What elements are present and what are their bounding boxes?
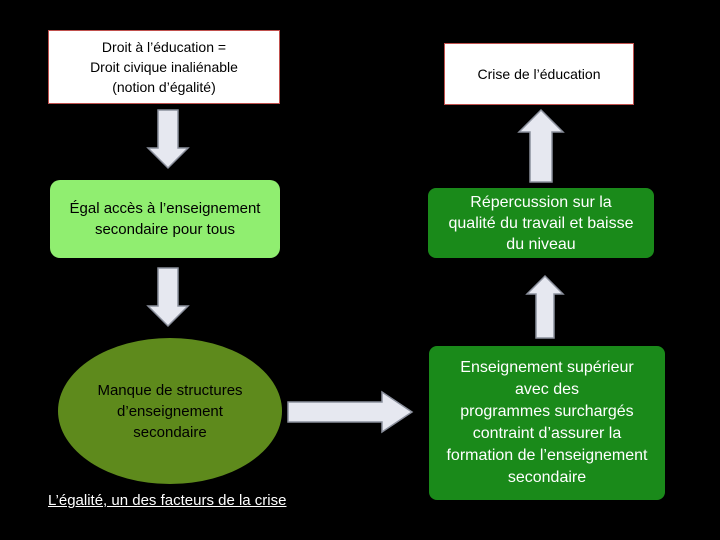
box-crise-education-text: Crise de l’éducation (477, 66, 601, 82)
arrow-up-2 (519, 110, 563, 182)
ellipse-manque-structures-text: Manque de structures d’enseignement secondaire (97, 381, 243, 441)
arrow-down-2 (148, 268, 188, 326)
box-repercussion (428, 188, 654, 258)
box-repercussion-text: Répercussion sur la qualité du travail et baisse du niveau (448, 193, 634, 253)
box-egal-acces (50, 180, 280, 258)
box-enseignement-superieur-text: Enseignement supérieur avec des programmes surchargés contraint d’assurer la formation de l’enseignement secondaire (446, 359, 648, 486)
arrow-up-1 (527, 276, 563, 338)
ellipse-manque-structures (58, 338, 282, 484)
box-crise-education (444, 43, 634, 105)
box-droit-education (48, 30, 280, 104)
box-droit-education-text: Droit à l’éducation = Droit civique inaliénable (notion d’égalité) (90, 39, 238, 95)
box-enseignement-superieur (429, 346, 665, 500)
box-egal-acces-text: Égal accès à l’enseignement secondaire pour tous (69, 200, 261, 238)
arrow-right (288, 392, 412, 432)
caption-egalite: L’égalité, un des facteurs de la crise (48, 492, 287, 509)
arrow-down-1 (148, 110, 188, 168)
